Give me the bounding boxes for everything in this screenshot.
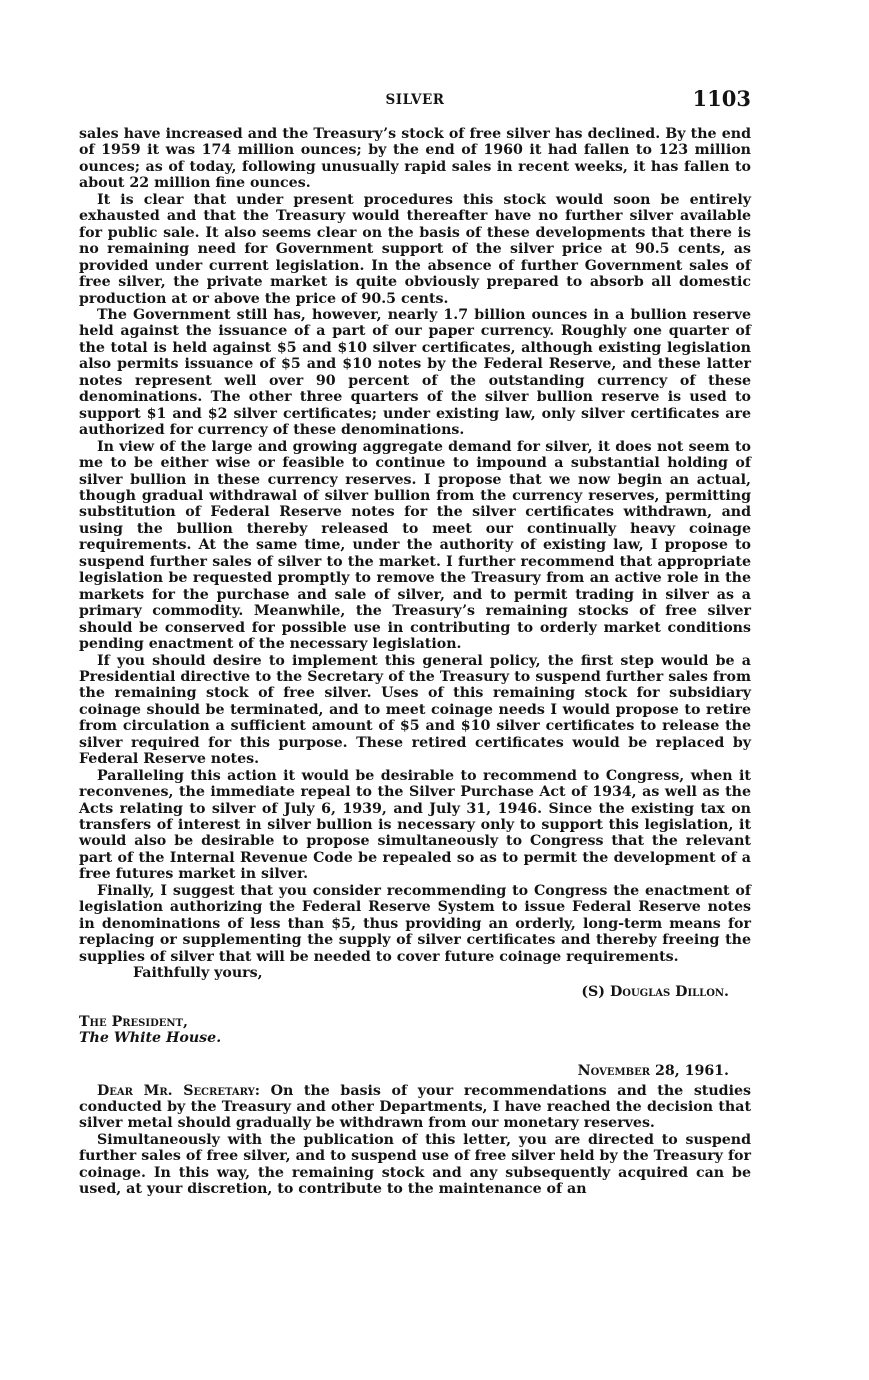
addressee-location: The White House. (79, 1030, 222, 1047)
letter-date (79, 1063, 751, 1079)
reply-paragraph-1-text: On the basis of your recommendations and the studies conducted by the Treasury and other Departments, I have reached the decision that silver metal should gradually be withdrawn from our monetary reserves. (79, 1082, 752, 1132)
closing: Faithfully yours, (133, 965, 263, 982)
page-header (79, 86, 751, 126)
signature-text: (S) Douglas Dillon. (581, 983, 729, 1000)
letter-from-secretary (79, 126, 751, 965)
salutation: Dear Mr. Secretary: (97, 1082, 260, 1099)
page-number: 1103 (692, 86, 751, 111)
document-page (79, 86, 751, 1198)
reply-paragraph-1 (79, 1083, 751, 1132)
paragraph-4: In view of the large and growing aggregate demand for silver, it does not seem to me to be either wise or feasible to continue to impound a substantial holding of silver bullion in these currency reserves. I propose that we now begin an actual, though gradual withdrawal of silver bullion from the currency reserves, permitting substitution of Federal Reserve notes for the silver certificates withdrawn, and using the bullion thereby released to meet our continually heavy coinage requirements. At the same time, under the authority of existing law, I propose to suspend further sales of silver to the market. I further recommend that appropriate legislation be requested promptly to remove the Treasury from an active role in the markets for the purchase and sale of silver, and to permit trading in silver as a primary commodity. Meanwhile, the Treasury’s remaining stocks of free silver should be conserved for possible use in contributing to orderly market conditions pending enactment of the necessary legislation. (79, 438, 751, 653)
addressee-block (79, 1014, 751, 1047)
letter-date-text: November 28, 1961. (577, 1062, 729, 1079)
addressee-title: The President, (79, 1013, 188, 1030)
paragraph-2: It is clear that under present procedures this stock would soon be entirely exhausted and that the Treasury would thereafter have no further silver available for public sale. It also seems clear on the basis of these developments that there is no remaining need for Government support of the silver price at 90.5 cents, as provided under current legislation. In the absence of further Government sales of free silver, the private market is quite obviously prepared to absorb all domestic production at or above the price of 90.5 cents. (79, 191, 751, 307)
paragraph-6: Paralleling this action it would be desirable to recommend to Congress, when it reconvenes, the immediate repeal to the Silver Purchase Act of 1934, as well as the Acts relating to silver of July 6, 1939, and July 31, 1946. Since the existing tax on transfers of interest in silver bullion is necessary only to support this legislation, it would also be desirable to propose simultaneously to Congress that the relevant part of the Internal Revenue Code be repealed so as to permit the development of a free futures market in silver. (79, 767, 751, 883)
paragraph-7: Finally, I suggest that you consider recommending to Congress the enactment of legislation authorizing the Federal Reserve System to issue Federal Reserve notes in denominations of less than $5, thus providing an orderly, long-term means for replacing or supplementing the supply of silver certificates and thereby freeing the supplies of silver that will be needed to cover future coinage requirements. (79, 882, 751, 965)
paragraph-5: If you should desire to implement this general policy, the first step would be a Presidential directive to the Secretary of the Treasury to suspend further sales from the remaining stock of free silver. Uses of this remaining stock for subsidiary coinage should be terminated, and to meet coinage needs I would propose to retire from circulation a sufficient amount of $5 and $10 silver certificates to release the silver required for this purpose. These retired certificates would be replaced by Federal Reserve notes. (79, 652, 751, 768)
signature (79, 984, 751, 1000)
paragraph-3: The Government still has, however, nearly 1.7 billion ounces in a bullion reserve held against the issuance of a part of our paper currency. Roughly one quarter of the total is held against $5 and $10 silver certificates, although existing legislation also permits issuance of $5 and $10 notes by the Federal Reserve, and these latter notes represent well over 90 percent of the outstanding currency of these denominations. The other three quarters of the silver bullion reserve is used to support $1 and $2 silver certificates; under existing law, only silver certificates are authorized for currency of these denominations. (79, 306, 751, 439)
reply-paragraph-2: Simultaneously with the publication of this letter, you are directed to suspend further sales of free silver, and to suspend use of free silver held by the Treasury for coinage. In this way, the remaining stock and any subsequently acquired can be used, at your discretion, to contribute to the maintenance of an (79, 1131, 751, 1198)
letter-from-president (79, 1083, 751, 1198)
running-head: SILVER (385, 92, 445, 108)
paragraph-1: sales have increased and the Treasury’s stock of free silver has declined. By the end of 1959 it was 174 million ounces; by the end of 1960 it had fallen to 123 million ounces; as of today, following unusually rapid sales in recent weeks, it has fallen to about 22 million fine ounces. (79, 126, 751, 192)
